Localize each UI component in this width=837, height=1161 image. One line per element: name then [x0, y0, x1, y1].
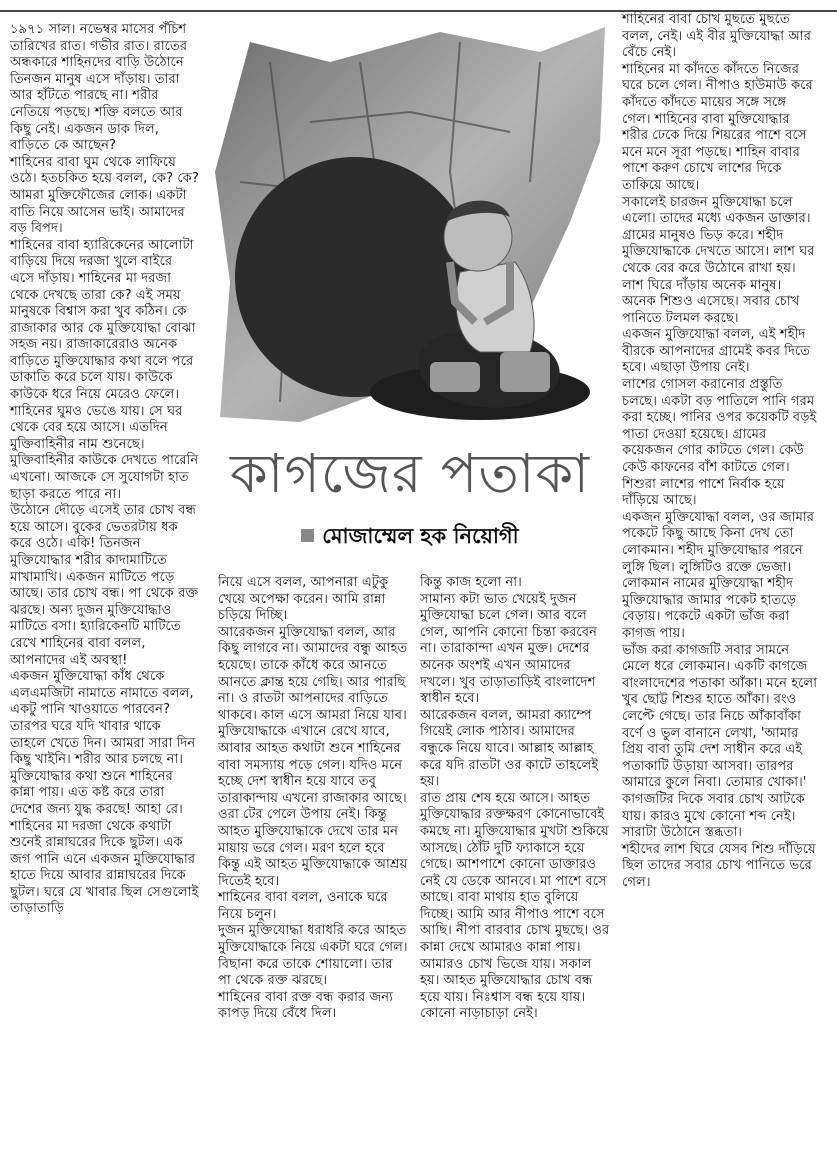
paragraph: ১৯৭১ সাল। নভেম্বর মাসের পঁচিশ তারিখের রাত। গভীর রাত। রাতের অন্ধকারে শাহিনদের বাড়ি উঠোনে তিনজন মানুষ এসে দাঁড়ায়। তারা আর হাঁটতে পারছে না। শরীর নেতিয়ে পড়ছে। শক্তি বলতে আর কিছু নেই। একজন ডাক দিল, বাড়িতে কে আছেন?	[10, 22, 188, 154]
paragraph: সামান্য কটা ভাত খেয়েই দুজন মুক্তিযোদ্ধা চলে গেল। আর বলে গেল, আপনি কোনো চিন্তা করবেন না। তারাকান্দা এখন মুক্ত। দেশের অনেক অংশই এখন আমাদের দখলে। খুব তাড়াতাড়িই বাংলাদেশ স্বাধীন হবে।	[420, 591, 597, 707]
paragraph: আরেকজন বলল, আমরা ক্যাম্পে গিয়েই লোক পাঠাব। আমাদের বন্ধুকে নিয়ে যাবে। আল্লাহ আল্লাহ করে যদি রাতটা ওর কাটে তাহলেই হয়।	[420, 707, 599, 790]
article-column-3	[420, 575, 610, 1023]
paragraph: উঠোনে দৌড়ে এসেই তার চোখ বন্ধ হয়ে আসে। বুকের ভেতরটায় ধক করে ওঠে। একি! তিনজন মুক্তিযোদ্ধার শরীর কাদামাটিতে মাখামাখি। একজন মাটিতে পড়ে আছে। তার চোখ বন্ধ। পা থেকে রক্ত ঝরছে। অন্য দুজন মুক্তিযোদ্ধাও মাটিতে বসা। হ্যারিকেনটি মাটিতে রেখে শাহিনের বাবা বলল, আপনাদের এই অবস্থা!	[10, 503, 199, 668]
article-column-4	[622, 12, 818, 891]
paragraph: কিন্তু কাজ হলো না।	[420, 575, 522, 590]
paragraph: শাহিনের বাবা বলল, ওনাকে ঘরে নিয়ে চলুন।	[218, 890, 388, 922]
author-name: মোজাম্মেল হক নিয়োগী	[322, 524, 519, 548]
paragraph: শাহিনের মা দরজা থেকে কথাটা শুনেই রান্নাঘরের দিকে ছুটল। এক জগ পানি এনে একজন মুক্তিযোদ্ধার হাতে দিয়ে আবার রান্নাঘরের দিকে ছুটল। ঘরে যে খাবার ছিল সেগুলোই তাড়াতাড়ি	[10, 818, 199, 917]
illustration-sad-boy	[210, 22, 610, 434]
paragraph: আমরা মুক্তিফৌজের লোক। একটা বাতি নিয়ে আসেন ভাই। আমাদের বড় বিপদ।	[10, 187, 187, 237]
paragraph: শাহিনের বাবা ঘুম থেকে লাফিয়ে ওঠে। হতচকিত হয়ে বলল, কে? কে?	[10, 154, 199, 187]
article-title: কাগজের পতাকা	[230, 442, 590, 505]
article-column-1	[10, 22, 200, 918]
paragraph: শাহিনের বাবা চোখ মুছতে মুছতে বলল, নেই। এই বীর মুক্তিযোদ্ধা আর বেঁচে নেই।	[622, 12, 811, 61]
paragraph: কাগজটির দিকে সবার চোখ আটকে যায়। কারও মুখে কোনো শব্দ নেই। সারাটা উঠোনে স্তব্ধতা।	[622, 791, 805, 841]
paragraph: শাহিনের বাবা হ্যারিকেনের আলোটা বাড়িয়ে দিয়ে দরজা খুলে বাইরে এসে দাঁড়ায়। শাহিনের মা দরজা থেকে দেখছে তারা কে? এই সময় মানুষকে বিশ্বাস করা খুব কঠিন। কে রাজাকার আর কে মুক্তিযোদ্ধা বোঝা সহজ নয়। রাজাকারেরাও অনেক বাড়িতে মুক্তিযোদ্ধার কথা বলে পরে ডাকাতি করে চলে যায়। কাউকে কাউকে ধরে নিয়ে মেরেও ফেলে।	[10, 237, 196, 403]
paragraph: গ্রামের মানুষও ভিড় করে। শহীদ মুক্তিযোদ্ধাকে দেখতে আসে। লাশ ঘর থেকে বের করে উঠোনে রাখা হয়। লাশ ঘিরে দাঁড়ায় অনেক মানুষ। অনেক শিশুও এসেছে। সবার চোখ পানিতে টলমল করছে।	[622, 227, 815, 326]
paragraph: ভাঁজ করা কাগজটি সবার সামনে মেলে ধরে লোকমান। একটি কাগজে বাংলাদেশের পতাকা আঁকা। মনে হলো খুব ছোট্ট শিশুর হাতে আঁকা। রংও লেপ্টে গেছে। তার নিচে আঁকাবাঁকা বর্ণে ও ভুল বানানে লেখা, 'আমার প্রিয় বাবা তুমি দেশ সাধীন করে এই পতাকাটি উড়ায়া আসবা। তারপর আমারে কুলে নিবা। তোমার খোকা।'	[622, 642, 818, 791]
paragraph: নিয়ে এসে বলল, আপনারা এটুকু খেয়ে অপেক্ষা করেন। আমি রান্না চড়িয়ে দিচ্ছি।	[218, 575, 389, 624]
paragraph: মুক্তিযোদ্ধাকে এখানে রেখে যাবে, আবার আহত কথাটা শুনে শাহিনের বাবা সমস্যায় পড়ে গেল। যদিও মনে হচ্ছে দেশ স্বাধীন হয়ে যাবে তবু তারাকান্দায় এখনো রাজাকার আছে। ওরা টের পেলে উপায় নেই। কিন্তু আহত মুক্তিযোদ্ধাকে দেখে তার মন মায়ায় ভরে গেল। মরণ হলে হবে কিন্তু এই আহত মুক্তিযোদ্ধাকে আশ্রয় দিতেই হবে।	[218, 724, 408, 889]
paragraph: একজন মুক্তিযোদ্ধা বলল, এই শহীদ বীরকে আপনাদের গ্রামেই কবর দিতে হবে। এছাড়া উপায় নেই।	[622, 327, 811, 376]
author-byline	[210, 522, 610, 550]
paragraph: রাত প্রায় শেষ হয়ে আসে। আহত মুক্তিযোদ্ধার রক্তক্ষরণ কোনোভাবেই কমছে না। মুক্তিযোদ্ধার মুখটা শুকিয়ে আসছে। ঠোঁট দুটি ফ্যাকাসে হয়ে গেছে। আশপাশে কোনো ডাক্তারও নেই যে ডেকে আনবে। মা পাশে বসে আছে। বাবা মাথায় হাত বুলিয়ে দিচ্ছে। আমি আর নীপাও পাশে বসে আছি। নীপা বারবার চোখ মুছছে। ওর কান্না দেখে আমারও কান্না পায়। আমারও চোখ ভিজে যায়। সকাল হয়। আহত মুক্তিযোদ্ধার চোখ বন্ধ হয়ে যায়। নিঃশ্বাস বন্ধ হয়ে যায়। কোনো নাড়াচাড়া নেই।	[420, 790, 610, 1022]
paragraph: লাশের গোসল করানোর প্রস্তুতি চলছে। একটা বড় পাতিলে পানি গরম করা হচ্ছে। পানির ওপর কয়েকটি বড়ই পাতা দেওয়া হয়েছে। গ্রামের কয়েকজন গোর কাটতে গেল। কেউ কেউ কাফনের বাঁশ কাটতে গেল। শিশুরা লাশের পাশে নির্বাক হয়ে দাঁড়িয়ে আছে।	[622, 377, 817, 509]
paragraph: লোকমান নামের মুক্তিযোদ্ধা শহীদ মুক্তিযোদ্ধার জামার পকেট হাতড়ে বেড়ায়। পকেটে একটা ভাঁজ করা কাগজ পায়।	[622, 576, 796, 641]
paragraph: দুজন মুক্তিযোদ্ধা ধরাধরি করে আহত মুক্তিযোদ্ধাকে নিয়ে একটা ঘরে গেল। বিছানা করে তাকে শোয়ালো। তার পা থেকে রক্ত ঝরছে।	[218, 923, 408, 989]
paragraph: শাহিনের মা কাঁদতে কাঁদতে নিজের ঘরে চলে গেল। নীপাও হাউমাউ করে কাঁদতে কাঁদতে মায়ের সঙ্গে সঙ্গে গেল। শাহিনের বাবা মুক্তিযোদ্ধার শরীর ঢেকে দিয়ে শিয়রের পাশে বসে মনে মনে সূরা পড়ছে। শাহিন বাবার পাশে করুণ চোখে লাশের দিকে তাকিয়ে আছে।	[622, 61, 813, 193]
paragraph: মুক্তিযোদ্ধার কথা শুনে শাহিনের কান্না পায়। এত কষ্ট করে তারা দেশের জন্য যুদ্ধ করছে! আহা রে।	[10, 768, 183, 817]
paragraph: শাহিনের ঘুমও ভেঙে যায়। সে ঘর থেকে বের হয়ে আসে। এতদিন মুক্তিবাহিনীর নাম শুনেছে। মুক্তিবাহিনীর কাউকে দেখতে পারেনি এখনো। আজকে সে সুযোগটা হাত ছাড়া করতে পারে না।	[10, 403, 199, 502]
paragraph: শাহিনের বাবা রক্ত বন্ধ করার জন্য কাপড় দিয়ে বেঁধে দিল।	[218, 989, 393, 1022]
paragraph: আরেকজন মুক্তিযোদ্ধা বলল, আর কিছু লাগবে না। আমাদের বন্ধু আহত হয়েছে। তাকে কাঁধে করে আনতে আনতে ক্লান্ত হয়ে গেছি। আর পারছি না। ও রাতটা আপনাদের বাড়িতে থাকবে। কাল এসে আমরা নিয়ে যাব।	[218, 624, 408, 723]
paragraph: শহীদের লাশ ঘিরে যেসব শিশু দাঁড়িয়ে ছিল তাদের সবার চোখ পানিতে ভরে গেল।	[622, 841, 816, 890]
paragraph: একজন মুক্তিযোদ্ধা বলল, ওর জামার পকেটে কিছু আছে কিনা দেখ তো লোকমান। শহীদ মুক্তিযোদ্ধার পরনে লুঙ্গি ছিল। লুঙ্গিটিও রক্তে ভেজা।	[622, 509, 814, 575]
byline-square-icon	[301, 529, 314, 542]
paragraph: একজন মুক্তিযোদ্ধা কাঁধ থেকে এলএমজিটা নামাতে নামাতে বলল, একটু পানি খাওয়াতে পারবেন? তারপর ঘরে যদি খাবার থাকে তাহলে খেতে দিন। আমরা সারা দিন কিছু খাইনি। শরীর আর চলছে না।	[10, 669, 196, 768]
paragraph: সকালেই চারজন মুক্তিযোদ্ধা চলে এলো। তাদের মধ্যে একজন ডাক্তার।	[622, 194, 811, 227]
article-column-2	[218, 575, 408, 1023]
